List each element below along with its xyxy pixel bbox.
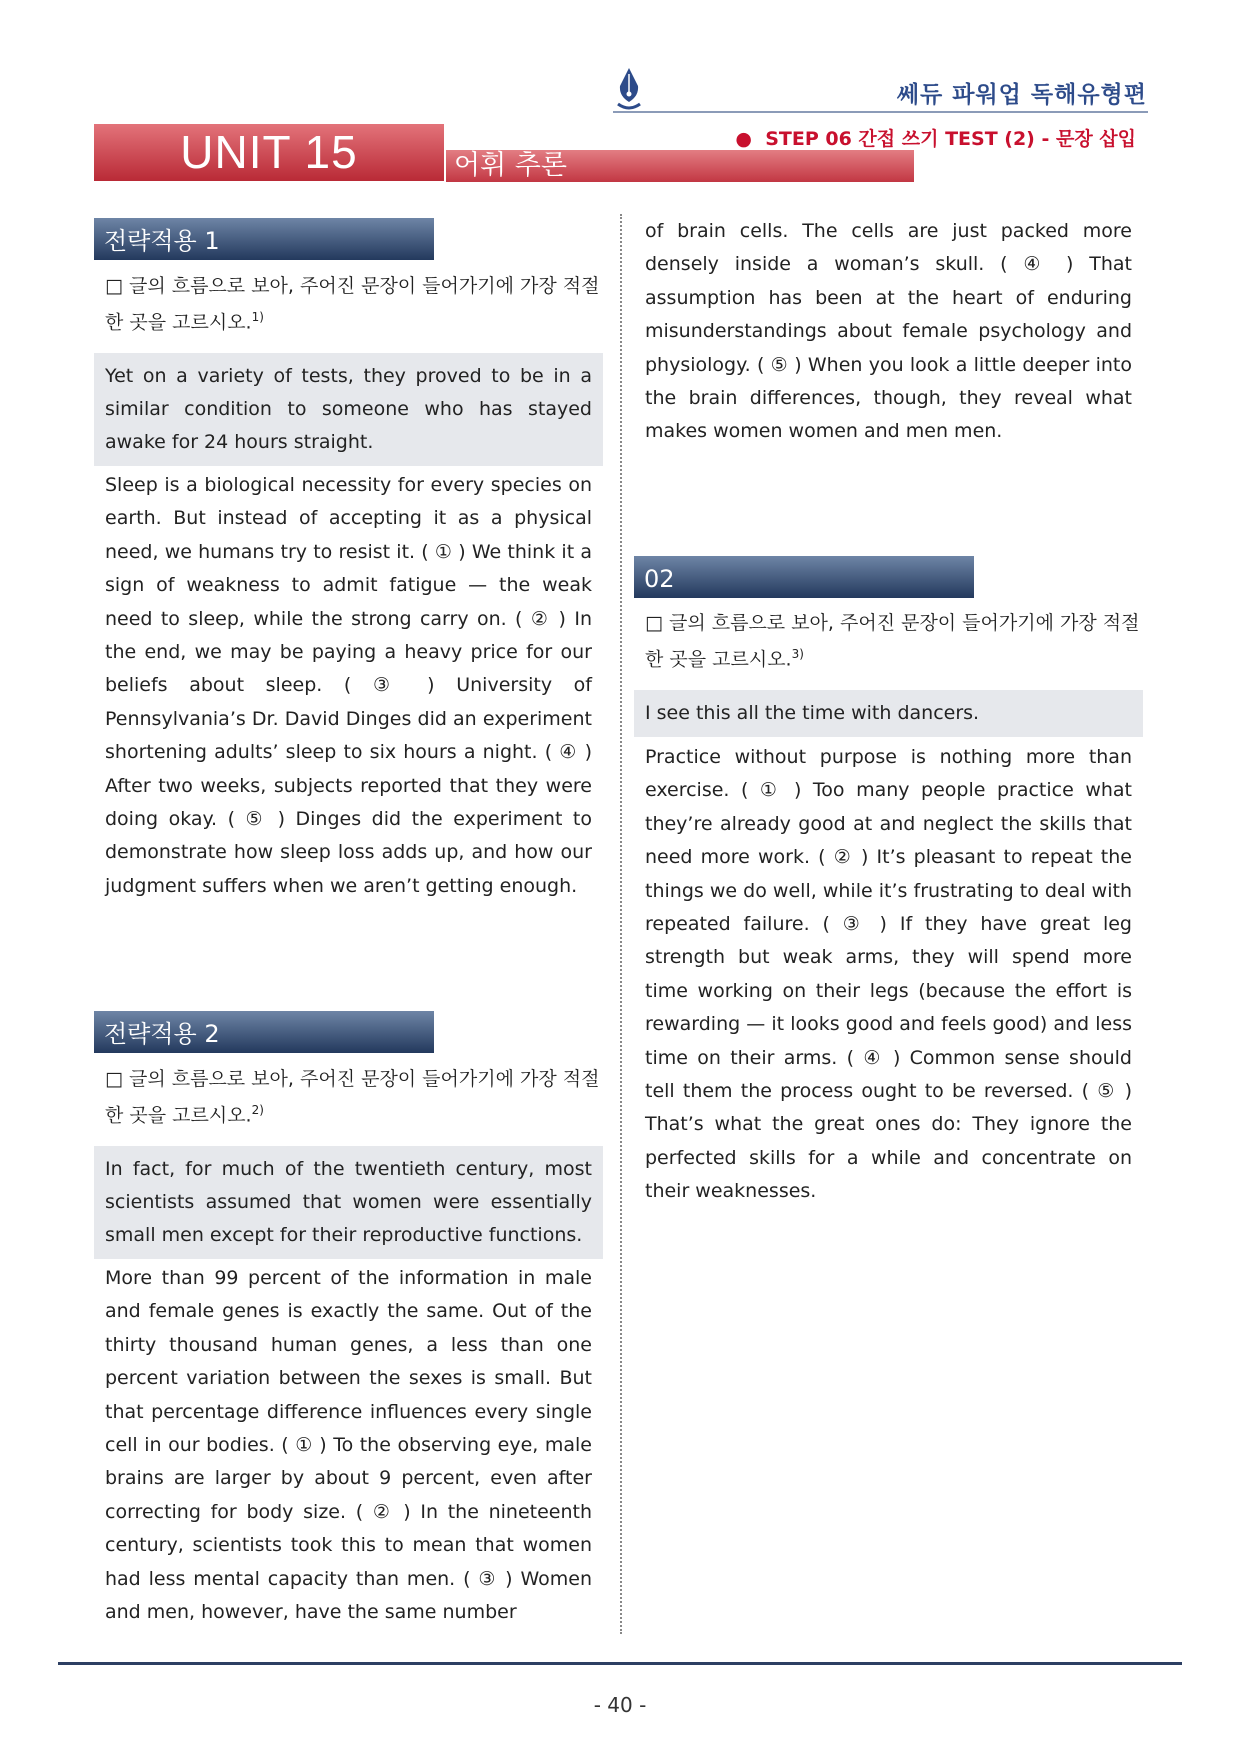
instruction-text: □ 글의 흐름으로 보아, 주어진 문장이 들어가기에 가장 적절한 곳을 고르시오.: [105, 275, 600, 334]
instruction-text: □ 글의 흐름으로 보아, 주어진 문장이 들어가기에 가장 적절한 곳을 고르시오.: [645, 612, 1140, 671]
footnote-ref: 1): [251, 310, 264, 324]
passage-2-part1: More than 99 percent of the information in male and female genes is exactly the same. Out of the thirty thousand human genes, a less than one percent variation between the sexes is small. But that percentage difference influences every single cell in our bodies. ( ① ) To the observing eye, male brains are larger by about 9 percent, even after correcting for body size. ( ② ) In the nineteenth century, scientists took this to mean that women had less mental capacity than men. ( ③ ) Women and men, however, have the same number: [105, 1267, 592, 1624]
passage-2-part2: of brain cells. The cells are just packed more densely inside a woman’s skull. ( ④ ) That assumption has been at the heart of enduring misunderstandings about female psychology and physiology. ( ⑤ ) When you look a little deeper into the brain differences, though, they reveal what makes women women and men men.: [645, 220, 1132, 443]
instruction-text: □ 글의 흐름으로 보아, 주어진 문장이 들어가기에 가장 적절한 곳을 고르시오.: [105, 1068, 600, 1127]
bullet-icon: ●: [735, 128, 752, 150]
instruction-1: [105, 271, 605, 338]
section-heading-2: 전략적용 2: [94, 1011, 434, 1053]
instruction-2: [105, 1064, 605, 1131]
footnote-ref: 2): [251, 1103, 264, 1117]
footnote-ref: 3): [791, 647, 804, 661]
brand-divider: [613, 111, 1148, 113]
step-title: [735, 124, 1136, 151]
fountain-pen-nib-icon: [614, 66, 644, 112]
given-sentence-box-2: In fact, for much of the twentieth century, most scientists assumed that women were essentially small men except for their reproductive functions.: [94, 1146, 603, 1259]
passage-3: Practice without purpose is nothing more than exercise. ( ① ) Too many people practice what they’re already good at and neglect the skills that need more work. ( ② ) It’s pleasant to repeat the things we do well, while it’s frustrating to deal with repeated failure. ( ③ ) If they have great leg strength but weak arms, they will spend more time working on their legs (because the effort is rewarding — it looks good and feels good) and less time on their arms. ( ④ ) Common sense should tell them the process ought to be reversed. ( ⑤ ) That’s what the great ones do: They ignore the perfected skills for a while and concentrate on their weaknesses.: [645, 746, 1132, 1203]
column-divider: [620, 214, 622, 1634]
given-sentence-box-1: Yet on a variety of tests, they proved to be in a similar condition to someone who has stayed awake for 24 hours straight.: [94, 353, 603, 466]
footer-divider: [58, 1662, 1182, 1665]
section-heading-1: 전략적용 1: [94, 218, 434, 260]
passage-1: Sleep is a biological necessity for every species on earth. But instead of accepting it as a physical need, we humans try to resist it. ( ① ) We think it a sign of weakness to admit fatigue — the weak need to sleep, while the strong carry on. ( ② ) In the end, we may be paying a heavy price for our beliefs about sleep. ( ③ ) University of Pennsylvania’s Dr. David Dinges did an experiment shortening adults’ sleep to six hours a night. ( ④ ) After two weeks, subjects reported that they were doing okay. ( ⑤ ) Dinges did the experiment to demonstrate how sleep loss adds up, and how our judgment suffers when we aren’t getting enough.: [105, 474, 592, 897]
unit-title: UNIT 15: [94, 124, 444, 181]
brand-title: 쎄듀 파워업 독해유형편: [896, 82, 1147, 108]
topic-title: 어휘 추론: [446, 150, 914, 182]
page-number: - 40 -: [593, 1693, 647, 1717]
section-heading-3: 02: [634, 556, 974, 598]
step-label: STEP 06 간접 쓰기 TEST (2) - 문장 삽입: [765, 128, 1136, 150]
instruction-3: [645, 608, 1145, 675]
given-sentence-box-3: I see this all the time with dancers.: [634, 690, 1143, 737]
